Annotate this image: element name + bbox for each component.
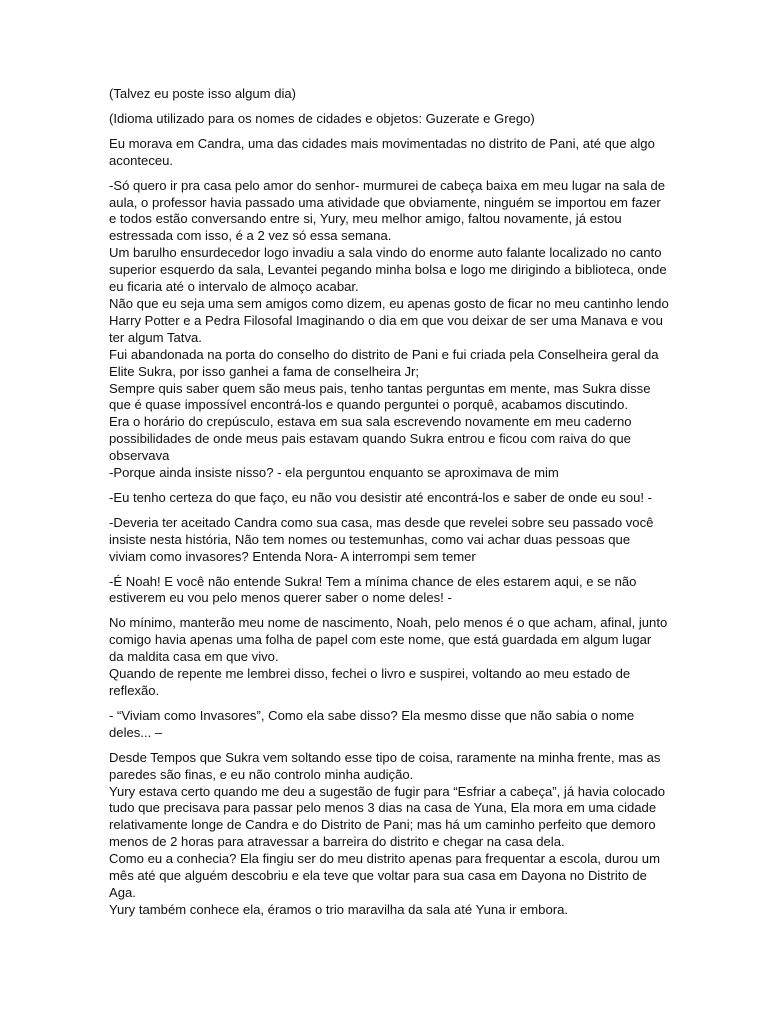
paragraph: -Eu tenho certeza do que faço, eu não vou desistir até encontrá-los e saber de onde eu sou! - xyxy=(109,489,653,505)
paragraph: Um barulho ensurdecedor logo invadiu a sala vindo do enorme auto falante localizado no canto superior esquerdo da sala, Levantei pegando minha bolsa e logo me dirigindo a biblioteca, onde eu ficaria até o intervalo de almoço acabar. xyxy=(109,245,667,295)
document-body xyxy=(109,86,669,919)
paragraph: Eu morava em Candra, uma das cidades mais movimentadas no distrito de Pani, até que algo aconteceu. xyxy=(109,135,655,168)
paragraph: Fui abandonada na porta do conselho do distrito de Pani e fui criada pela Conselheira geral da Elite Sukra, por isso ganhei a fama de conselheira Jr; xyxy=(109,346,659,379)
paragraph: Yury também conhece ela, éramos o trio maravilha da sala até Yuna ir embora. xyxy=(109,901,569,917)
paragraph: No mínimo, manterão meu nome de nascimento, Noah, pelo menos é o que acham, afinal, junto comigo havia apenas uma folha de papel com este nome, que está guardada em algum lugar da maldita casa em que vivo. xyxy=(109,615,668,665)
paragraph: -É Noah! E você não entende Sukra! Tem a mínima chance de eles estarem aqui, e se não estiverem eu vou pelo menos querer saber o nome deles! - xyxy=(109,573,637,606)
paragraph: (Idioma utilizado para os nomes de cidades e objetos: Guzerate e Grego) xyxy=(109,110,535,126)
paragraph: -Deveria ter aceitado Candra como sua casa, mas desde que revelei sobre seu passado você insiste nesta história, Não tem nomes ou testemunhas, como vai achar duas pessoas que viviam como invasores? Entenda Nora- A interrompi sem temer xyxy=(109,514,654,564)
paragraph: Não que eu seja uma sem amigos como dizem, eu apenas gosto de ficar no meu cantinho lendo Harry Potter e a Pedra Filosofal Imaginando o dia em que vou deixar de ser uma Manava e vou ter algum Tatva. xyxy=(109,295,669,345)
paragraph: Como eu a conhecia? Ela fingiu ser do meu distrito apenas para frequentar a escola, durou um mês até que alguém descobriu e ela teve que voltar para sua casa em Dayona no Distrito de Aga. xyxy=(109,851,660,900)
paragraph: Era o horário do crepúsculo, estava em sua sala escrevendo novamente em meu caderno possibilidades de onde meus pais estavam quando Sukra entrou e ficou com raiva do que observava xyxy=(109,414,632,464)
paragraph: (Talvez eu poste isso algum dia) xyxy=(109,86,297,101)
paragraph: Quando de repente me lembrei disso, fechei o livro e suspirei, voltando ao meu estado de reflexão. xyxy=(109,666,631,698)
paragraph: Desde Tempos que Sukra vem soltando esse tipo de coisa, raramente na minha frente, mas as paredes são finas, e eu não controlo minha audição. xyxy=(109,749,661,782)
paragraph: -Porque ainda insiste nisso? - ela perguntou enquanto se aproximava de mim xyxy=(109,465,559,481)
paragraph: Sempre quis saber quem são meus pais, tenho tantas perguntas em mente, mas Sukra disse que é quase impossível encontrá-los e quando perguntei o porquê, acabamos discutindo. xyxy=(109,380,651,413)
paragraph: Yury estava certo quando me deu a sugestão de fugir para “Esfriar a cabeça”, já havia colocado tudo que precisava para passar pelo menos 3 dias na casa de Yuna, Ela mora em uma cidade relativamente longe de Candra e do Distrito de Pani; mas há um caminho perfeito que demoro menos de 2 horas para atravessar a barreira do distrito e chegar na casa dela. xyxy=(109,783,666,850)
paragraph: - “Viviam como Invasores”, Como ela sabe disso? Ela mesmo disse que não sabia o nome deles... – xyxy=(109,707,635,740)
paragraph: -Só quero ir pra casa pelo amor do senhor- murmurei de cabeça baixa em meu lugar na sala de aula, o professor havia passado uma atividade que obviamente, ninguém se importou em fazer e todos estão conversando entre si, Yury, meu melhor amigo, faltou novamente, já estou estressada com isso, é a 2 vez só essa semana. xyxy=(109,177,666,244)
